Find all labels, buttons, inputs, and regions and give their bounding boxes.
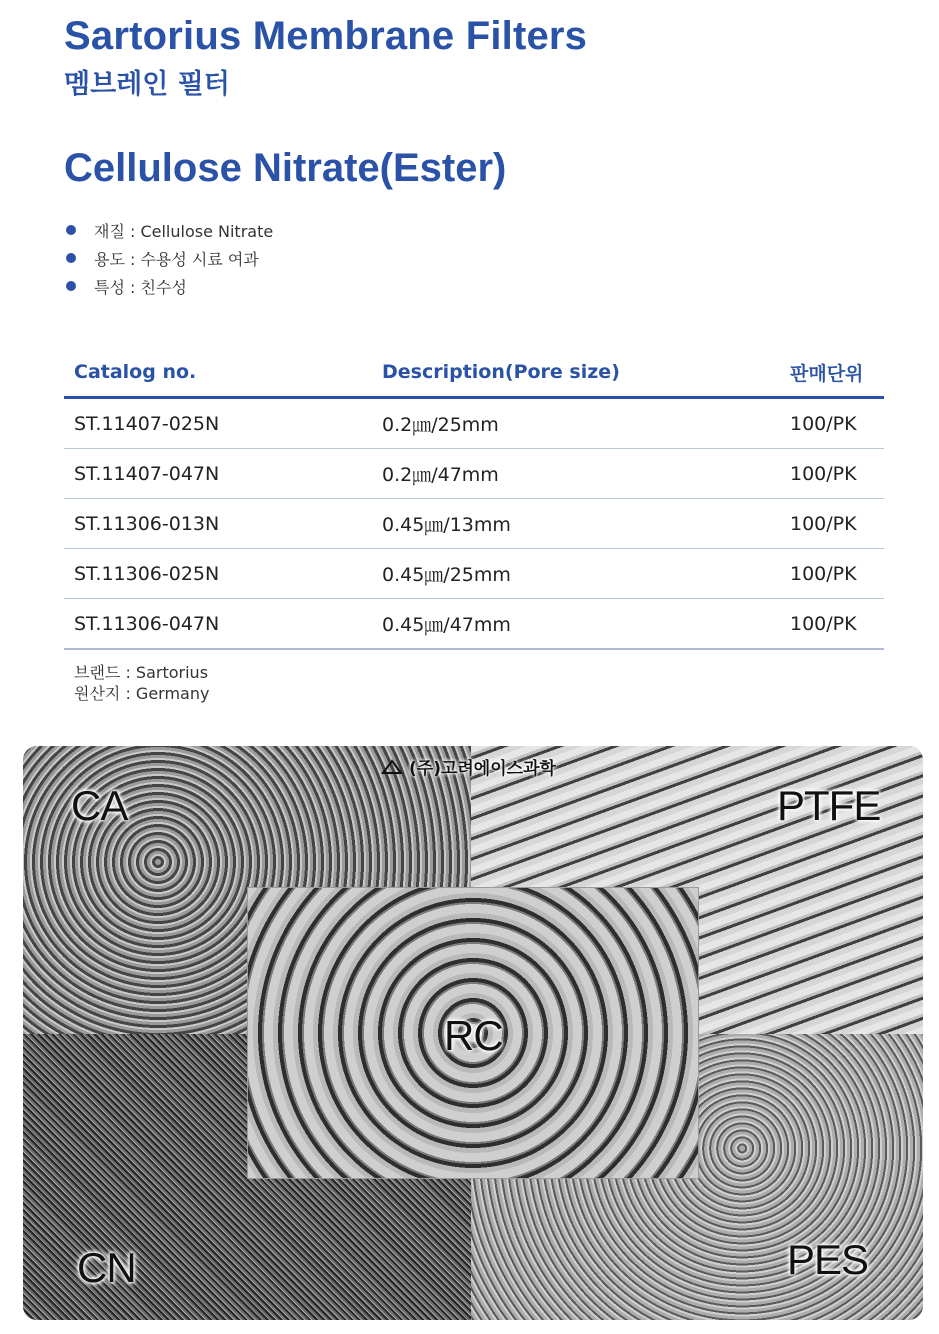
cell-sales-unit: 100/PK	[780, 398, 884, 449]
membrane-sem-collage	[23, 746, 923, 1320]
cell-catalog-no: ST.11306-025N	[64, 549, 372, 599]
bullet-icon	[66, 253, 76, 263]
cell-catalog-no: ST.11306-013N	[64, 499, 372, 549]
spec-material-text: 재질 : Cellulose Nitrate	[94, 221, 274, 241]
header-sales-unit: 판매단위	[780, 348, 884, 398]
cell-description: 0.45㎛/25mm	[372, 549, 780, 599]
label-ca: CA	[71, 782, 128, 829]
product-title: Cellulose Nitrate(Ester)	[64, 146, 507, 190]
header-description: Description(Pore size)	[372, 348, 780, 398]
table-row	[64, 599, 884, 650]
spec-usage-text: 용도 : 수용성 시료 여과	[94, 249, 259, 269]
header-catalog-no: Catalog no.	[64, 348, 372, 398]
origin-text: 원산지 : Germany	[74, 684, 210, 703]
bullet-icon	[66, 281, 76, 291]
cell-description: 0.45㎛/13mm	[372, 499, 780, 549]
table-row	[64, 499, 884, 549]
label-ptfe: PTFE	[777, 782, 881, 829]
spec-property-text: 특성 : 친수성	[94, 277, 187, 297]
label-cn: CN	[77, 1244, 136, 1291]
label-pes: PES	[787, 1236, 869, 1283]
page-title: Sartorius Membrane Filters	[64, 14, 588, 58]
bullet-icon	[66, 225, 76, 235]
spec-list	[64, 216, 273, 300]
cell-catalog-no: ST.11306-047N	[64, 599, 372, 650]
cell-sales-unit: 100/PK	[780, 549, 884, 599]
cell-sales-unit: 100/PK	[780, 499, 884, 549]
brand-text: 브랜드 : Sartorius	[74, 663, 209, 682]
cell-description: 0.2㎛/47mm	[372, 449, 780, 499]
cell-catalog-no: ST.11407-047N	[64, 449, 372, 499]
cell-sales-unit: 100/PK	[780, 599, 884, 650]
spec-item-material	[64, 216, 273, 244]
cell-catalog-no: ST.11407-025N	[64, 398, 372, 449]
watermark-text: (주)고려에이스과학	[409, 759, 556, 779]
product-meta	[74, 662, 209, 704]
label-rc: RC	[444, 1012, 503, 1059]
spec-item-property	[64, 272, 273, 300]
catalog-table	[64, 348, 884, 650]
cell-description: 0.45㎛/47mm	[372, 599, 780, 650]
table-row	[64, 449, 884, 499]
table-header-row	[64, 348, 884, 398]
table-row	[64, 398, 884, 449]
company-watermark	[381, 754, 556, 779]
spec-item-usage	[64, 244, 273, 272]
page-subtitle-korean: 멤브레인 필터	[64, 69, 230, 100]
table-row	[64, 549, 884, 599]
cell-description: 0.2㎛/25mm	[372, 398, 780, 449]
company-logo-icon	[381, 759, 403, 775]
cell-sales-unit: 100/PK	[780, 449, 884, 499]
